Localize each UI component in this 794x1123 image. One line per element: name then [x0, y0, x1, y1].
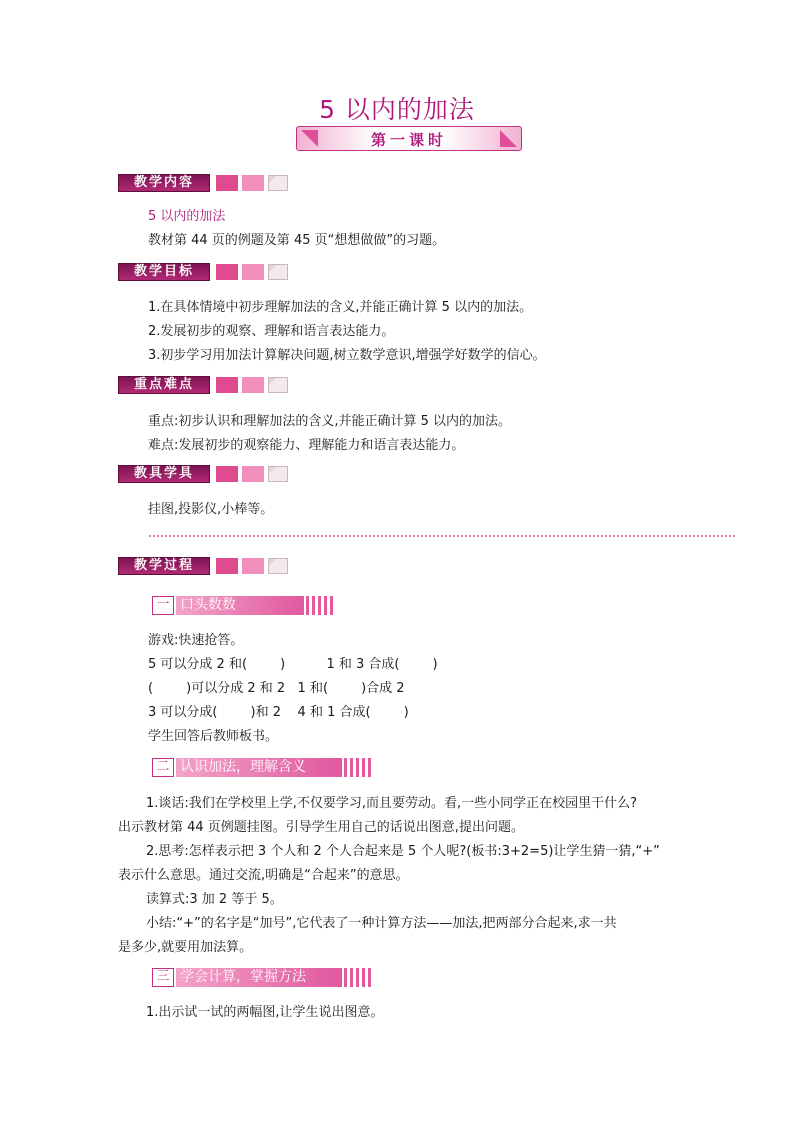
decor-square: [216, 377, 238, 393]
step-line: 1.谈话:我们在学校里上学,不仅要学习,而且要劳动。看,一些小同学正在校园里干什么?: [146, 796, 638, 811]
step-header-1: [148, 596, 336, 617]
decor-square: [242, 264, 264, 280]
step-header-2: [148, 758, 374, 779]
decor-square: [268, 377, 288, 393]
section-header-process: [118, 557, 298, 577]
step-title: 认识加法，理解含义: [176, 758, 342, 777]
tools-line: 挂图,投影仪,小棒等。: [148, 502, 274, 517]
decor-square: [216, 558, 238, 574]
decor-square: [268, 466, 288, 482]
goal-line: 3.初步学习用加法计算解决问题,树立数学意识,增强学好数学的信心。: [148, 348, 546, 363]
step-title: 学会计算，掌握方法: [176, 968, 342, 987]
decor-square: [216, 466, 238, 482]
section-header-tools: [118, 465, 298, 485]
step-line: 读算式:3 加 2 等于 5。: [146, 892, 283, 907]
step-number: 一: [152, 596, 174, 615]
key-point-line: 重点:初步认识和理解加法的含义,并能正确计算 5 以内的加法。: [148, 414, 512, 429]
section-header-key-points: [118, 376, 298, 396]
section-header-goals: [118, 263, 298, 283]
decor-square: [216, 264, 238, 280]
step-line: 2.思考:怎样表示把 3 个人和 2 个人合起来是 5 个人呢?(板书:3+2=5)让学生猜一猜,“+”: [146, 844, 660, 859]
content-line: 5 以内的加法: [148, 209, 226, 224]
step-line: 是多少,就要用加法算。: [118, 940, 253, 955]
decor-square: [242, 466, 264, 482]
stripe-decoration: [306, 596, 334, 615]
decor-square: [242, 175, 264, 191]
decor-square: [268, 175, 288, 191]
step-line: 3 可以分成( )和 2 4 和 1 合成( ): [148, 705, 409, 720]
step-number: 三: [152, 968, 174, 987]
step-line: 1.出示试一试的两幅图,让学生说出图意。: [146, 1005, 384, 1020]
section-label: 重点难点: [118, 376, 210, 394]
decor-square: [216, 175, 238, 191]
stripe-decoration: [344, 968, 372, 987]
step-line: 表示什么意思。通过交流,明确是“合起来”的意思。: [118, 868, 409, 883]
section-label: 教具学具: [118, 465, 210, 483]
decor-square: [242, 558, 264, 574]
content-line: 教材第 44 页的例题及第 45 页“想想做做”的习题。: [148, 233, 446, 248]
decor-square: [268, 558, 288, 574]
step-line: 游戏:快速抢答。: [148, 633, 244, 648]
step-header-3: [148, 968, 374, 989]
step-line: 出示教材第 44 页例题挂图。引导学生用自己的话说出图意,提出问题。: [118, 820, 524, 835]
section-header-content: [118, 174, 298, 194]
stripe-decoration: [344, 758, 372, 777]
section-label: 教学目标: [118, 263, 210, 281]
key-point-line: 难点:发展初步的观察能力、理解能力和语言表达能力。: [148, 438, 465, 453]
step-line: ( )可以分成 2 和 2 1 和( )合成 2: [148, 681, 405, 696]
step-line: 学生回答后教师板书。: [148, 729, 279, 744]
step-number: 二: [152, 758, 174, 777]
section-label: 教学内容: [118, 174, 210, 192]
step-line: 5 可以分成 2 和( ) 1 和 3 合成( ): [148, 657, 438, 672]
decor-square: [242, 377, 264, 393]
lesson-banner: [296, 126, 522, 151]
lesson-label: 第一课时: [370, 131, 447, 149]
step-title: 口头数数: [176, 596, 304, 615]
step-line: 小结:“+”的名字是“加号”,它代表了一种计算方法——加法,把两部分合起来,求一共: [146, 916, 617, 931]
section-label: 教学过程: [118, 557, 210, 575]
goal-line: 1.在具体情境中初步理解加法的含义,并能正确计算 5 以内的加法。: [148, 300, 533, 315]
page-title: 5 以内的加法: [319, 95, 475, 124]
goal-line: 2.发展初步的观察、理解和语言表达能力。: [148, 324, 395, 339]
decor-square: [268, 264, 288, 280]
dotted-divider: [148, 535, 736, 537]
